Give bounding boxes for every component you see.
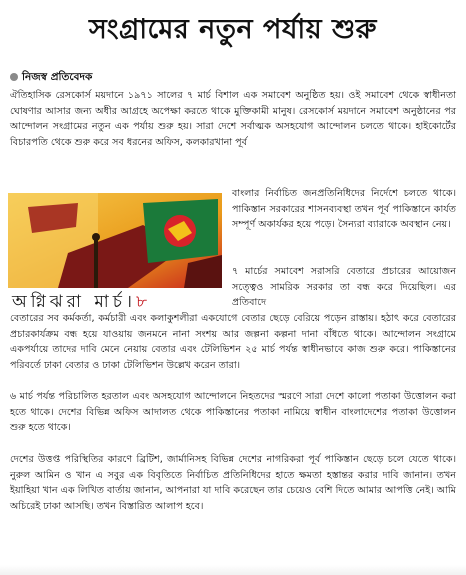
flag-illustration (8, 193, 222, 288)
flag-image (8, 193, 222, 288)
caption-text: অগ্নিঝরা মার্চ। (12, 292, 136, 312)
article-paragraph-1: ঐতিহাসিক রেসকোর্স ময়দানে ১৯৭১ সালের ৭ মার্চ বিশাল এক সমাবেশ অনুষ্ঠিত হয়। ওই সমাবেশ থেকে স্বাধীনতা ঘোষণার আসার জন্য অধীর আগ্রহে অপেক্ষা করতে থাকে মুক্তিকামী মানুষ। রেসকোর্স ময়দানে সমাবেশ অনুষ্ঠানের পর আন্দোলন সংগ্রামের নতুন এক পর্যায় শুরু হয়। সারা দেশে সর্বাত্মক অসহযোগ আন্দোলন চলতে থাকে। হাইকোর্টের বিচারপতি থেকে শুরু করে সব ধরনের অফিস, কলকারখানা পূর্ব (10, 90, 456, 148)
page-cut-edge (0, 565, 466, 575)
article-paragraph-3: ৬ মার্চ পর্যন্ত পরিচালিত হরতাল এবং অসহযোগ আন্দোলনে নিহতদের স্মরণে সারা দেশে কালো পতাকা উত্তোলন করা হতে থাকে। দেশের বিভিন্ন অফিস আদালত থেকে পাকিস্তানের পতাকা নামিয়ে স্বাধীন বাংলাদেশের পতাকা উত্তোলন শুরু হতে থাকে। (10, 391, 456, 434)
bullet-icon (10, 73, 18, 81)
article-paragraph-2-continued: বেতারের সব কর্মকর্তা, কর্মচারী এবং কলাকুশলীরা একযোগে বেতার ছেড়ে বেরিয়ে পড়েন রাস্তায়। হঠাৎ করে বেতারের প্রচারকার্যক্রম বন্ধ হয়ে যাওয়ায় জনমনে নানা সংশয় আর জল্পনা কল্পনা দানা বাঁধতে থাকে। আন্দোলন সংগ্রামে একপর্যায়ে তাদের দাবি মেনে নেয়ায় বেতার এবং টেলিভিশন ২৫ মার্চ পর্যন্ত স্বাধীনভাবে কাজ শুরু করে। পাকিস্তানের পরিবর্তে ঢাকা বেতার ও ঢাকা টেলিভিশন উল্লেখ করেন তারা। (10, 313, 456, 371)
byline (10, 70, 92, 84)
headline: সংগ্রামের নতুন পর্যায় শুরু (89, 14, 377, 45)
caption-number: ৮ (135, 292, 150, 312)
article-paragraph-1-continued: বাংলার নির্বাচিত জনপ্রতিনিধিদের নির্দেশে চলতে থাকে। পাকিস্তান সরকারের শাসনব্যবস্থা তখন পূর্ব পাকিস্তানে কার্যত সম্পূর্ণ অকার্যকর হয়ে পড়ে। সৈন্যরা ব্যারাকে অবস্থান নেয়। (232, 188, 456, 231)
byline-text: নিজস্ব প্রতিবেদক (22, 71, 93, 83)
article-paragraph-2: ৭ মার্চের সমাবেশ সরাসরি বেতারে প্রচারের আয়োজন সত্ত্বেও সামরিক সরকার তা বন্ধ করে দিয়েছিল। এর প্রতিবাদে (232, 266, 456, 309)
article-paragraph-4: দেশের উত্তপ্ত পরিস্থিতির কারণে ব্রিটিশ, জার্মানিসহ বিভিন্ন দেশের নাগরিকরা পূর্ব পাকিস্তান ছেড়ে চলে যেতে থাকে। নুরুল আমিন ও খান এ সবুর এক বিবৃতিতে নির্বাচিত প্রতিনিধিদের হাতে ক্ষমতা হস্তান্তর করার দাবি জানান। তখন ইয়াহিয়া খান এক লিখিত বার্তায় জানান, আপনারা যা দাবি করেছেন তার চেয়েও বেশি দিতে আমার আপত্তি নেই। আমি অচিরেই ঢাকা আসছি। তখন বিস্তারিত আলাপ হবে। (10, 454, 456, 512)
